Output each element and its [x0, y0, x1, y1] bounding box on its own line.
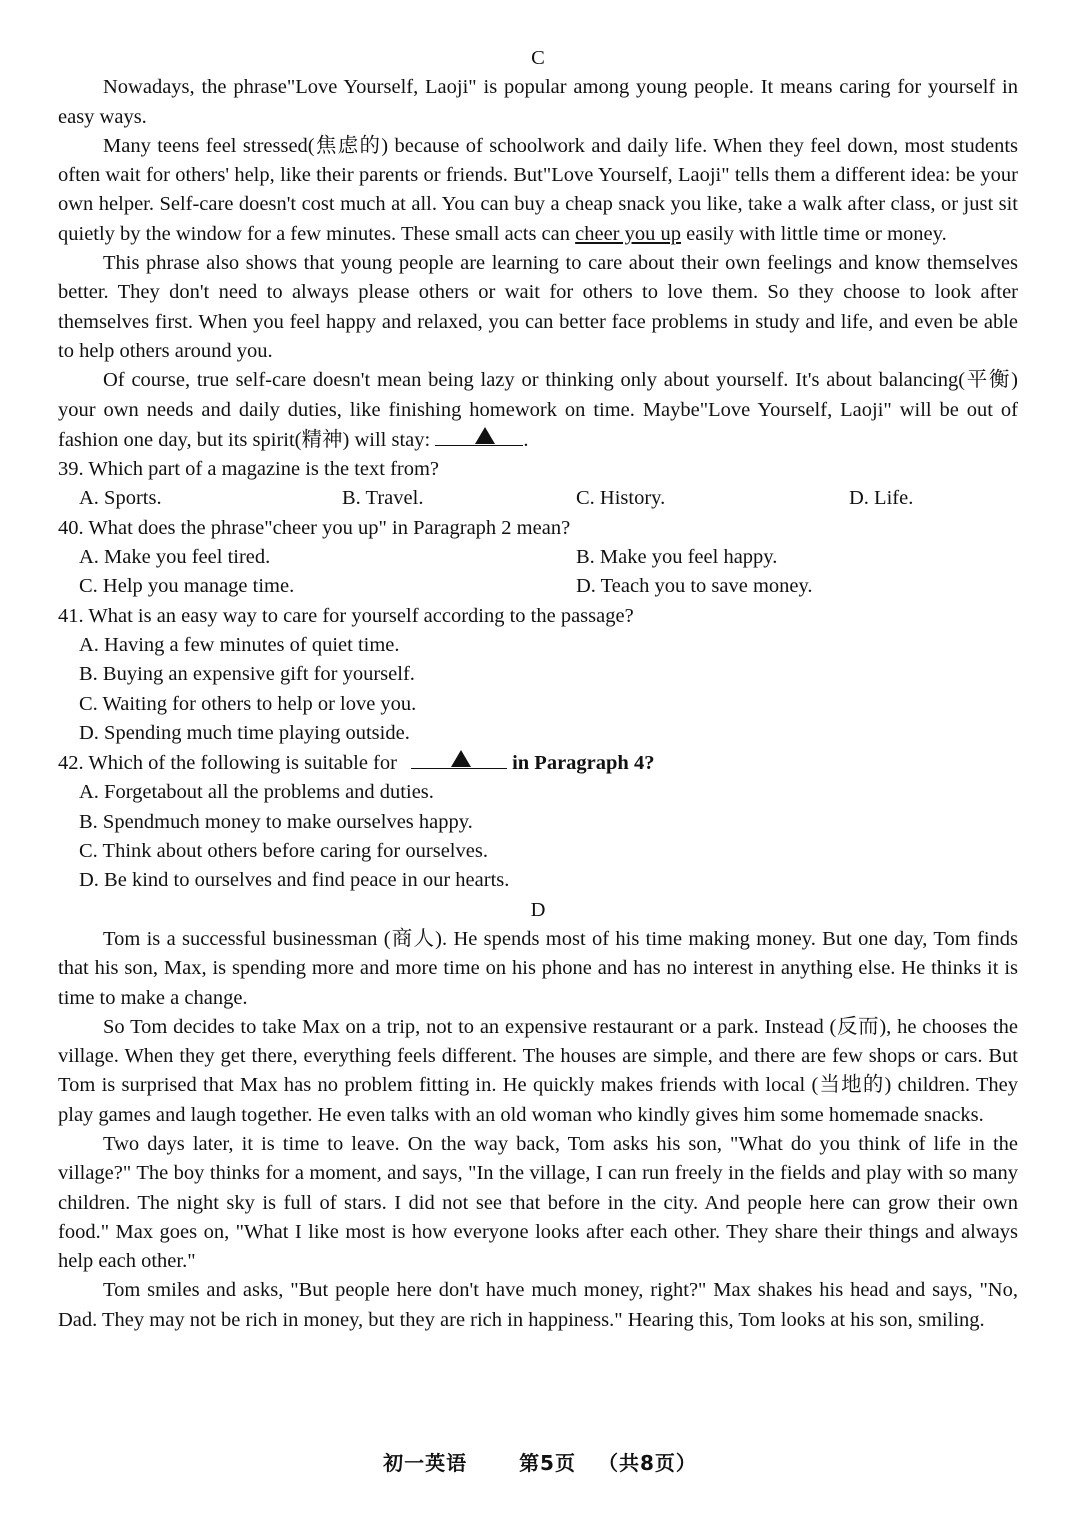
question-39-stem: 39. Which part of a magazine is the text from? [58, 458, 440, 481]
question-41-options [58, 631, 1018, 748]
question-42-options [58, 778, 1018, 895]
question-42-stem-end: in Paragraph 4? [512, 752, 655, 775]
page-content [58, 44, 1018, 1335]
question-39-options [58, 484, 1018, 513]
question-41-stem: 41. What is an easy way to care for yourself according to the passage? [58, 604, 634, 627]
question-39-option-b: B. Travel. [342, 487, 424, 510]
question-42-blank [411, 748, 507, 769]
paragraph-2-text: Many teens feel stressed(焦虑的) because of schoolwork and daily life. When they feel down, most students often wait for others' help, like their parents or friends. But"Love Yourself, Laoji" tells them a different idea: be your own helper. Self-care doesn't cost much at all. You can buy a cheap snack you like, take a walk after class, or just sit quietly by the window for a few minutes. [58, 134, 1018, 245]
question-40-stem: 40. What does the phrase"cheer you up" in Paragraph 2 mean? [58, 516, 571, 539]
section-d-paragraph-4: Tom smiles and asks, "But people here don't have much money, right?" Max shakes his head and says, "No, Dad. They may not be rich in money, but they are rich in happiness." Hearing this, Tom looks at his son, smiling. [58, 1279, 1018, 1331]
question-42-option-c: C. Think about others before caring for ourselves. [79, 840, 488, 863]
question-41-option-c: C. Waiting for others to help or love you. [79, 692, 417, 715]
question-42-option-d: D. Be kind to ourselves and find peace in our hearts. [79, 869, 510, 892]
paragraph-2-tail-end: easily with little time or money. [681, 222, 947, 245]
paragraph-4-end: . [523, 428, 529, 451]
section-c-paragraph-3: This phrase also shows that young people are learning to care about their own feelings and know themselves better. They don't need to always please others or wait for others to love them. So they choose to look after themselves first. When you feel happy and relaxed, you can better face problems in study and life, and even be able to help others around you. [58, 252, 1018, 362]
triangle-marker-icon [451, 750, 471, 767]
question-42-option-a: A. Forgetabout all the problems and duties. [79, 781, 434, 804]
question-41-option-a: A. Having a few minutes of quiet time. [79, 633, 400, 656]
section-d-paragraph-1: Tom is a successful businessman (商人). He spends most of his time making money. But one day, Tom finds that his son, Max, is spending more and more time on his phone and has no interest in anything else. He thinks it is time to make a change. [58, 927, 1018, 1009]
section-c-paragraph-2 [58, 132, 1018, 249]
question-40-option-c: C. Help you manage time. [79, 575, 295, 598]
page-footer [0, 1447, 1080, 1476]
triangle-marker-icon [475, 427, 495, 444]
answer-blank [435, 425, 523, 446]
question-41-option-b: B. Buying an expensive gift for yourself. [79, 663, 415, 686]
section-d-title: D [530, 898, 546, 921]
footer-page-number: 第5页 [519, 1451, 576, 1475]
section-d-paragraph-3: Two days later, it is time to leave. On the way back, Tom asks his son, "What do you think of life in the village?" The boy thinks for a moment, and says, "In the village, I can run freely in the fields and play with so many children. The night sky is full of stars. I did not see that before in the city. And people here can grow their own food." Max goes on, "What I like most is how everyone looks after each other. They share their things and always help each other." [58, 1132, 1018, 1273]
section-d-paragraph-2: So Tom decides to take Max on a trip, not to an expensive restaurant or a park. Instead (反而), he chooses the village. When they get there, everything feels different. The houses are simple, and there are few shops or cars. But Tom is surprised that Max has no problem fitting in. He quickly makes friends with local (当地的) children. They play games and laugh together. He even talks with an old woman who kindly gives him some homemade snacks. [58, 1015, 1018, 1126]
question-39-option-c: C. History. [576, 487, 666, 510]
question-40-option-d: D. Teach you to save money. [576, 575, 813, 598]
question-42-stem [58, 748, 1018, 778]
question-39-option-a: A. Sports. [79, 487, 162, 510]
paragraph-4-text: Of course, true self-care doesn't mean being lazy or thinking only about yourself. It's about balancing(平衡) your own needs and daily duties, like finishing homework on time. Maybe"Love Yourself, Laoji" will be out of fashion one day, but its spirit(精神) will stay: [58, 369, 1018, 451]
question-42-stem-start: 42. Which of the following is suitable for [58, 752, 397, 775]
question-42-option-b: B. Spendmuch money to make ourselves happy. [79, 810, 473, 833]
question-40-option-b: B. Make you feel happy. [576, 546, 778, 569]
section-c-title: C [531, 47, 545, 69]
footer-subject: 初一英语 [383, 1451, 468, 1475]
footer-total-pages: （共8页） [597, 1451, 697, 1475]
underlined-phrase-cheer-you-up: cheer you up [575, 222, 682, 245]
question-40-option-a: A. Make you feel tired. [79, 546, 271, 569]
paragraph-2-tail-start: These small acts can [400, 222, 576, 245]
question-40-options [58, 543, 1018, 602]
question-39-option-d: D. Life. [849, 487, 914, 510]
section-c-paragraph-1: Nowadays, the phrase"Love Yourself, Laoji" is popular among young people. It means caring for yourself in easy ways. [58, 76, 1018, 128]
question-41-option-d: D. Spending much time playing outside. [79, 721, 410, 744]
section-c-paragraph-4 [58, 366, 1018, 455]
